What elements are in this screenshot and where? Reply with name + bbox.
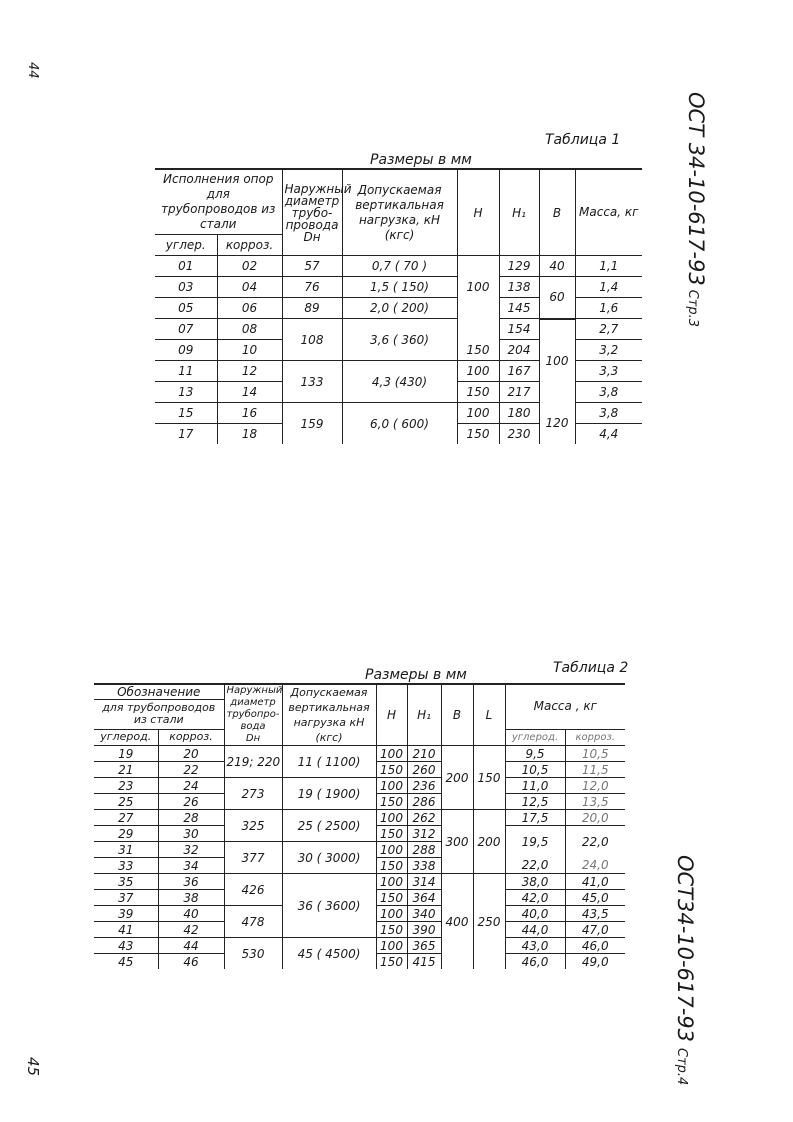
t1-cell-h1: 129 (499, 256, 539, 277)
table2-title: Таблица 2 (553, 660, 629, 676)
t1-cell-h: 150 (457, 424, 499, 445)
t2-cell-load: 11 ( 1100) (282, 746, 376, 778)
t1-cell-load: 3,6 ( 360) (342, 319, 457, 361)
t1-cell-mass: 1,1 (575, 256, 642, 277)
t2-cell-mass-carbon: 43,0 (505, 938, 565, 954)
t1-cell-dn: 57 (282, 256, 342, 277)
t2-cell-corrosion: 40 (158, 906, 224, 922)
t2-head-pipelines: для трубопроводов из стали (94, 700, 224, 729)
t2-cell-mass-carbon: 42,0 (505, 890, 565, 906)
table1 (155, 168, 642, 444)
t2-cell-h1: 262 (407, 810, 441, 826)
t1-head-dn: Dн (303, 229, 321, 244)
t1-head-diameter (282, 169, 352, 256)
t2-cell-h1: 340 (407, 906, 441, 922)
t2-cell-corrosion: 30 (158, 826, 224, 842)
t1-cell-mass: 2,7 (575, 319, 642, 340)
t1-cell-mass: 3,8 (575, 403, 642, 424)
t2-cell-corrosion: 34 (158, 858, 224, 874)
t1-cell-corrosion: 04 (217, 277, 282, 298)
t2-cell-h1: 286 (407, 794, 441, 810)
t2-cell-load: 19 ( 1900) (282, 778, 376, 810)
t2-cell-mass-carbon: 10,5 (505, 762, 565, 778)
t2-cell-dn: 478 (224, 906, 282, 938)
t2-cell-b: 400 (441, 874, 473, 970)
t2-head-corrosion: корроз. (158, 729, 224, 745)
table2-caption: Размеры в мм (365, 667, 467, 683)
t2-cell-mass-carbon: 22,0 (505, 858, 565, 874)
t2-cell-mass-carbon: 12,5 (505, 794, 565, 810)
t2-cell-h: 150 (376, 762, 407, 778)
t2-cell-b: 200 (441, 746, 473, 810)
t2-cell-dn: 377 (224, 842, 282, 874)
t1-head-versions: Исполнения опор для трубопроводов из стали (155, 169, 282, 235)
t2-cell-mass-carbon: 11,0 (505, 778, 565, 794)
t1-cell-corrosion: 14 (217, 382, 282, 403)
t2-cell-h: 150 (376, 922, 407, 938)
t2-cell-mass-carbon: 19,5 (505, 826, 565, 858)
t2-cell-corrosion: 44 (158, 938, 224, 954)
t2-cell-load: 36 ( 3600) (282, 874, 376, 938)
t2-cell-h1: 390 (407, 922, 441, 938)
t2-cell-mass-carbon: 38,0 (505, 874, 565, 890)
t1-cell-mass: 4,4 (575, 424, 642, 445)
t2-cell-h1: 314 (407, 874, 441, 890)
t2-cell-corrosion: 38 (158, 890, 224, 906)
t2-cell-carbon: 23 (94, 778, 158, 794)
table-row (155, 256, 642, 277)
t2-cell-dn: 530 (224, 938, 282, 970)
t1-cell-h: 150 (457, 382, 499, 403)
t2-cell-carbon: 41 (94, 922, 158, 938)
t2-cell-carbon: 21 (94, 762, 158, 778)
t2-cell-mass-corrosion: 22,0 (565, 826, 625, 858)
t2-cell-load: 30 ( 3000) (282, 842, 376, 874)
t1-cell-mass: 3,3 (575, 361, 642, 382)
t2-cell-corrosion: 46 (158, 954, 224, 970)
t1-cell-mass: 1,6 (575, 298, 642, 319)
t1-cell-carbon: 13 (155, 382, 217, 403)
t1-cell-h: 100 (457, 403, 499, 424)
table-row (94, 778, 625, 794)
t1-cell-h: 100 (457, 361, 499, 382)
t1-head-diameter-label: Наружный диаметр трубо-провода (284, 181, 352, 232)
t2-head-load: Допускаемая вертикальная нагрузка кН (кгс) (282, 684, 376, 746)
standard-code-top-text: ОСТ 34-10-617-93 (684, 92, 708, 286)
t2-cell-mass-carbon: 9,5 (505, 746, 565, 762)
t1-cell-corrosion: 16 (217, 403, 282, 424)
t1-cell-b: 100 (539, 319, 575, 403)
t1-cell-mass: 1,4 (575, 277, 642, 298)
t2-cell-h1: 210 (407, 746, 441, 762)
standard-code-bottom-text: ОСТ34-10-617-93 (673, 855, 697, 1043)
table2 (94, 683, 625, 969)
t2-cell-mass-corrosion: 43,5 (565, 906, 625, 922)
t2-cell-load: 25 ( 2500) (282, 810, 376, 842)
t2-cell-corrosion: 26 (158, 794, 224, 810)
t2-cell-h1: 365 (407, 938, 441, 954)
table-row (94, 810, 625, 826)
t2-cell-mass-corrosion: 41,0 (565, 874, 625, 890)
t1-cell-h1: 154 (499, 319, 539, 340)
t2-cell-h: 100 (376, 842, 407, 858)
t2-cell-h: 100 (376, 938, 407, 954)
table-row (155, 403, 642, 424)
t2-head-b: B (441, 684, 473, 746)
t2-cell-corrosion: 22 (158, 762, 224, 778)
t1-cell-corrosion: 08 (217, 319, 282, 340)
t2-cell-l: 150 (473, 746, 505, 810)
standard-page-bottom: Стр.4 (674, 1048, 689, 1086)
t2-cell-h: 100 (376, 746, 407, 762)
t1-cell-h1: 145 (499, 298, 539, 319)
t1-cell-h: 150 (457, 340, 499, 361)
t1-cell-carbon: 01 (155, 256, 217, 277)
t2-cell-mass-carbon: 17,5 (505, 810, 565, 826)
t1-head-h: H (457, 169, 499, 256)
t1-cell-corrosion: 10 (217, 340, 282, 361)
standard-code-bottom (673, 855, 697, 1085)
table-row (155, 277, 642, 298)
t2-cell-mass-carbon: 44,0 (505, 922, 565, 938)
t1-cell-h1: 138 (499, 277, 539, 298)
t1-cell-b: 120 (539, 403, 575, 445)
t2-cell-carbon: 35 (94, 874, 158, 890)
t2-head-dn: Dн (245, 733, 261, 744)
t2-cell-mass-corrosion: 45,0 (565, 890, 625, 906)
table-row (155, 319, 642, 340)
t2-cell-h: 150 (376, 954, 407, 970)
t2-head-h: H (376, 684, 407, 746)
t1-head-corrosion: корроз. (217, 235, 282, 256)
t2-cell-mass-corrosion: 46,0 (565, 938, 625, 954)
t1-head-carbon: углер. (155, 235, 217, 256)
t2-cell-dn: 325 (224, 810, 282, 842)
t2-cell-h: 100 (376, 906, 407, 922)
table1-caption: Размеры в мм (370, 152, 472, 168)
t1-cell-dn: 133 (282, 361, 342, 403)
t2-cell-corrosion: 24 (158, 778, 224, 794)
t2-cell-l: 250 (473, 874, 505, 970)
t1-cell-dn: 108 (282, 319, 342, 361)
t1-cell-h1: 180 (499, 403, 539, 424)
t2-head-diameter (224, 684, 282, 746)
t1-cell-h1: 230 (499, 424, 539, 445)
t1-cell-h1: 204 (499, 340, 539, 361)
t2-cell-h: 150 (376, 826, 407, 842)
t1-cell-b: 40 (539, 256, 575, 277)
t1-cell-carbon: 03 (155, 277, 217, 298)
t1-cell-h: 100 (457, 256, 499, 319)
t2-cell-b: 300 (441, 810, 473, 874)
t1-cell-load: 4,3 (430) (342, 361, 457, 403)
t1-cell-load: 0,7 ( 70 ) (342, 256, 457, 277)
table-row (94, 746, 625, 762)
t2-cell-mass-corrosion: 11,5 (565, 762, 625, 778)
t2-cell-mass-corrosion: 10,5 (565, 746, 625, 762)
t1-cell-carbon: 07 (155, 319, 217, 340)
t1-cell-corrosion: 18 (217, 424, 282, 445)
t2-cell-carbon: 25 (94, 794, 158, 810)
t2-cell-h: 100 (376, 810, 407, 826)
t2-cell-h: 100 (376, 778, 407, 794)
t1-cell-load: 6,0 ( 600) (342, 403, 457, 445)
t2-cell-mass-corrosion: 49,0 (565, 954, 625, 970)
t2-cell-mass-carbon: 40,0 (505, 906, 565, 922)
t2-cell-l: 200 (473, 810, 505, 874)
t1-cell-h1: 217 (499, 382, 539, 403)
t1-cell-carbon: 11 (155, 361, 217, 382)
t1-head-h1: H₁ (499, 169, 539, 256)
t2-cell-h1: 236 (407, 778, 441, 794)
t2-cell-corrosion: 20 (158, 746, 224, 762)
t2-cell-h1: 260 (407, 762, 441, 778)
t2-cell-carbon: 19 (94, 746, 158, 762)
t1-cell-b: 60 (539, 277, 575, 319)
t2-cell-carbon: 29 (94, 826, 158, 842)
t1-cell-corrosion: 02 (217, 256, 282, 277)
t2-cell-mass-carbon: 46,0 (505, 954, 565, 970)
t2-cell-carbon: 45 (118, 954, 134, 969)
table-row (94, 874, 625, 890)
t1-head-b: B (539, 169, 575, 256)
t1-cell-dn: 159 (282, 403, 342, 445)
t2-cell-carbon: 33 (94, 858, 158, 874)
t2-cell-h1: 288 (407, 842, 441, 858)
t1-head-mass: Масса, кг (575, 169, 642, 256)
t2-cell-corrosion: 28 (158, 810, 224, 826)
t1-head-load: Допускаемая вертикальная нагрузка, кН (кгс) (342, 169, 457, 256)
t2-cell-corrosion: 36 (158, 874, 224, 890)
t2-cell-mass-corrosion: 12,0 (565, 778, 625, 794)
t2-cell-dn: 219; 220 (224, 746, 282, 778)
t2-cell-mass-corrosion: 24,0 (565, 858, 625, 874)
t2-head-l: L (473, 684, 505, 746)
t1-cell-carbon: 09 (155, 340, 217, 361)
t2-cell-carbon: 37 (94, 890, 158, 906)
t2-head-carbon: углерод. (94, 729, 158, 745)
t2-head-diameter-label: Наружный диаметр трубопро-вода (226, 685, 283, 732)
t1-cell-load: 2,0 ( 200) (342, 298, 457, 319)
page-number-bottom: 45 (24, 1057, 42, 1077)
standard-page-top: Стр.3 (685, 289, 700, 327)
t2-cell-carbon: 43 (94, 938, 158, 954)
t2-cell-mass-corrosion: 20,0 (565, 810, 625, 826)
t1-cell-load: 1,5 ( 150) (342, 277, 457, 298)
standard-code-top (684, 92, 708, 327)
t2-cell-corrosion: 32 (158, 842, 224, 858)
t2-head-mass-corrosion: корроз. (565, 729, 625, 745)
t2-cell-carbon: 39 (94, 906, 158, 922)
t2-cell-h1: 312 (407, 826, 441, 842)
t1-cell-dn: 76 (282, 277, 342, 298)
t2-cell-carbon: 31 (94, 842, 158, 858)
t2-cell-dn: 426 (224, 874, 282, 906)
t2-cell-dn: 273 (224, 778, 282, 810)
t2-cell-h1: 338 (407, 858, 441, 874)
t2-head-mass: Масса , кг (505, 684, 625, 729)
t2-cell-mass-corrosion: 13,5 (565, 794, 625, 810)
t1-cell-carbon: 17 (178, 427, 194, 441)
t2-head-h1: H₁ (407, 684, 441, 746)
table1-title: Таблица 1 (545, 132, 621, 148)
t2-cell-mass-corrosion: 47,0 (565, 922, 625, 938)
t1-cell-h (457, 319, 499, 340)
t1-cell-dn: 89 (282, 298, 342, 319)
t2-cell-corrosion: 42 (158, 922, 224, 938)
page-number-top: 44 (25, 62, 40, 79)
t2-cell-h1: 415 (407, 954, 441, 970)
t1-cell-mass: 3,8 (575, 382, 642, 403)
t2-head-mass-carbon: углерод. (505, 729, 565, 745)
t2-cell-h1: 364 (407, 890, 441, 906)
t2-cell-h: 150 (376, 890, 407, 906)
t2-cell-carbon: 27 (94, 810, 158, 826)
t1-cell-carbon: 15 (155, 403, 217, 424)
table-row (94, 938, 625, 954)
t2-cell-h: 100 (376, 874, 407, 890)
t1-cell-carbon: 05 (155, 298, 217, 319)
t2-cell-load: 45 ( 4500) (282, 938, 376, 970)
t1-cell-mass: 3,2 (575, 340, 642, 361)
t2-cell-h: 150 (376, 794, 407, 810)
t1-cell-h1: 167 (499, 361, 539, 382)
t1-cell-corrosion: 06 (217, 298, 282, 319)
t2-head-designation: Обозначение (94, 684, 224, 700)
t2-cell-h: 150 (376, 858, 407, 874)
t1-cell-corrosion: 12 (217, 361, 282, 382)
